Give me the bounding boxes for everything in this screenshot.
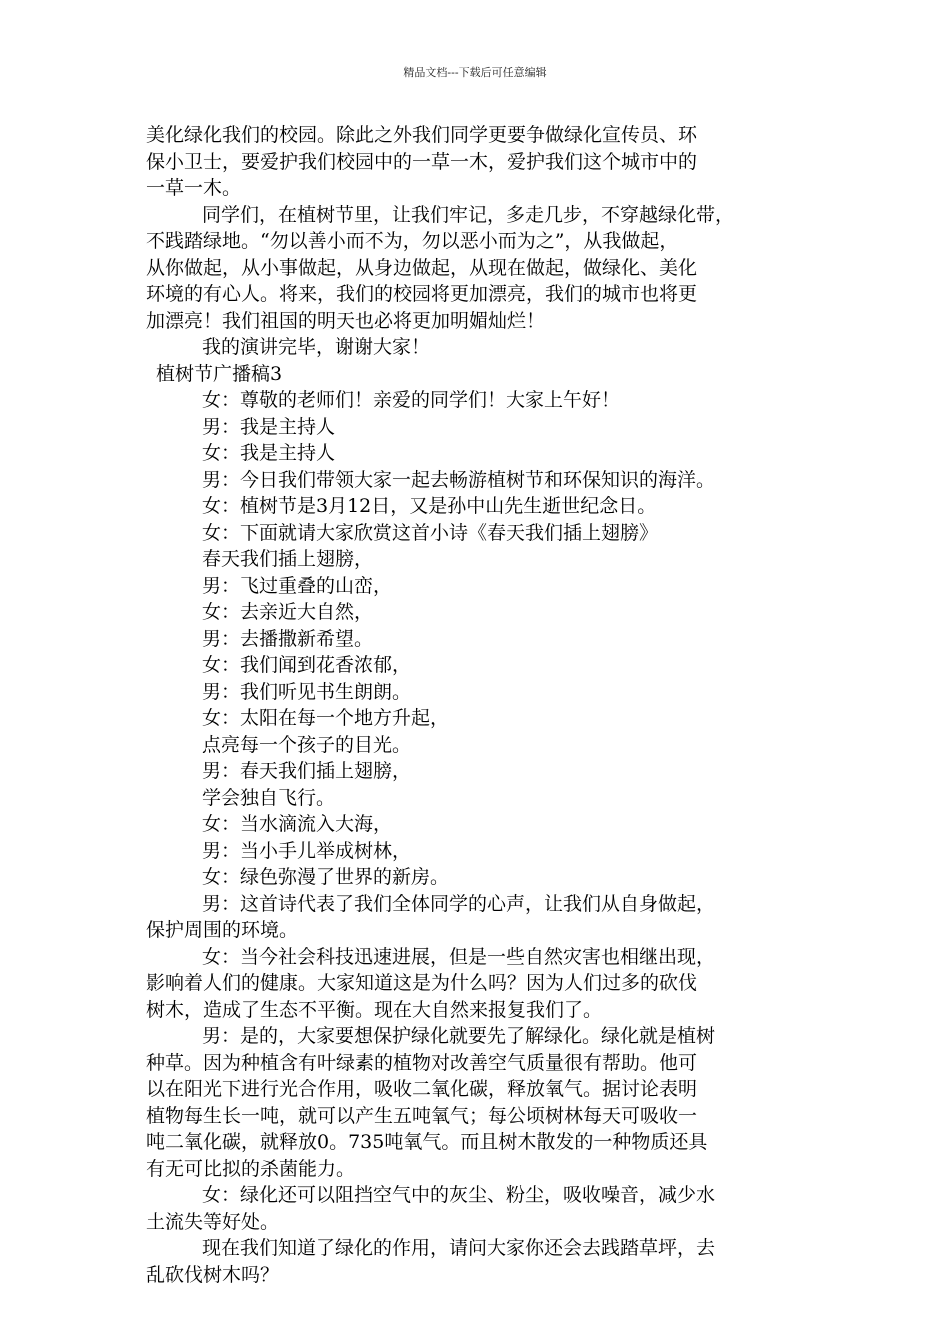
text-line: 女：绿色弥漫了世界的新房。 [202, 866, 450, 888]
text-line: 影响着人们的健康。大家知道这是为什么吗？因为人们过多的砍伐 [146, 972, 698, 994]
text-line: 土流失等好处。 [146, 1210, 280, 1233]
text-line: 女：当水滴流入大海， [202, 813, 393, 835]
text-line: 男：去播撒新希望。 [202, 627, 374, 650]
text-line: 保护周围的环境。 [146, 919, 299, 941]
text-line: 男：今日我们带领大家一起去畅游植树节和环保知识的海洋。 [202, 468, 716, 491]
text-line: 女：当今社会科技迅速进展，但是一些自然灾害也相继出现， [202, 945, 716, 968]
text-line: 现在我们知道了绿化的作用，请问大家你还会去践踏草坪，去 [202, 1237, 716, 1259]
text-line: 女：绿化还可以阻挡空气中的灰尘、粉尘，吸收噪音，减少水 [202, 1184, 716, 1206]
text-line: 有无可比拟的杀菌能力。 [146, 1157, 356, 1180]
text-line: 一草一木。 [146, 177, 242, 199]
text-line: 乱砍伐树木吗？ [146, 1263, 280, 1286]
text-line: 从你做起，从小事做起，从身边做起，从现在做起，做绿化、美化 [146, 256, 698, 279]
text-line: 女：我是主持人 [202, 442, 336, 464]
page-header: 精品文档---下载后可任意编辑 [403, 66, 547, 79]
text-line: 男：当小手儿举成树林， [202, 839, 412, 862]
text-line: 女：太阳在每一个地方升起， [202, 707, 450, 729]
text-line: 植物每生长一吨，就可以产生五吨氧气；每公顷树林每天可吸收一 [146, 1104, 698, 1127]
text-line: 女：下面就请大家欣赏这首小诗《春天我们插上翅膀》 [202, 521, 659, 544]
section-heading: 植树节广播稿3 [156, 362, 283, 385]
text-line: 我的演讲完毕，谢谢大家！ [202, 336, 431, 358]
text-line: 同学们，在植树节里，让我们牢记，多走几步，不穿越绿化带， [202, 203, 735, 226]
text-line: 春天我们插上翅膀， [202, 548, 374, 570]
text-line: 男：我们听见书生朗朗。 [202, 680, 412, 703]
text-line: 以在阳光下进行光合作用，吸收二氧化碳，释放氧气。据讨论表明 [146, 1078, 698, 1100]
text-line: 男：这首诗代表了我们全体同学的心声，让我们从自身做起， [202, 892, 716, 915]
text-line: 不践踏绿地。“勿以善小而不为，勿以恶小而为之”，从我做起， [146, 230, 679, 252]
text-line: 男：春天我们插上翅膀， [202, 760, 412, 782]
text-line: 女：去亲近大自然， [202, 601, 374, 623]
text-line: 男：我是主持人 [202, 415, 336, 438]
text-line: 保小卫士，要爱护我们校园中的一草一木，爱护我们这个城市中的 [146, 150, 698, 173]
text-line: 吨二氧化碳，就释放0。735吨氧气。而且树木散发的一种物质还具 [146, 1131, 708, 1153]
text-line: 男：是的，大家要想保护绿化就要先了解绿化。绿化就是植树 [202, 1025, 716, 1047]
text-line: 美化绿化我们的校园。除此之外我们同学更要争做绿化宣传员、环 [146, 124, 698, 146]
text-line: 女：我们闻到花香浓郁， [202, 654, 412, 676]
text-line: 种草。因为种植含有叶绿素的植物对改善空气质量很有帮助。他可 [146, 1051, 698, 1074]
text-line: 女：尊敬的老师们！亲爱的同学们！大家上午好！ [202, 389, 621, 411]
text-line: 加漂亮！我们祖国的明天也必将更加明媚灿烂！ [146, 309, 546, 332]
document-body [146, 122, 818, 1288]
text-line: 环境的有心人。将来，我们的校园将更加漂亮，我们的城市也将更 [146, 283, 698, 305]
text-line: 点亮每一个孩子的目光。 [202, 733, 412, 756]
text-line: 学会独自飞行。 [202, 786, 336, 809]
text-line: 树木，造成了生态不平衡。现在大自然来报复我们了。 [146, 998, 603, 1021]
text-line: 男：飞过重叠的山峦， [202, 574, 393, 597]
text-line: 女：植树节是3月12日，又是孙中山先生逝世纪念日。 [202, 495, 657, 517]
